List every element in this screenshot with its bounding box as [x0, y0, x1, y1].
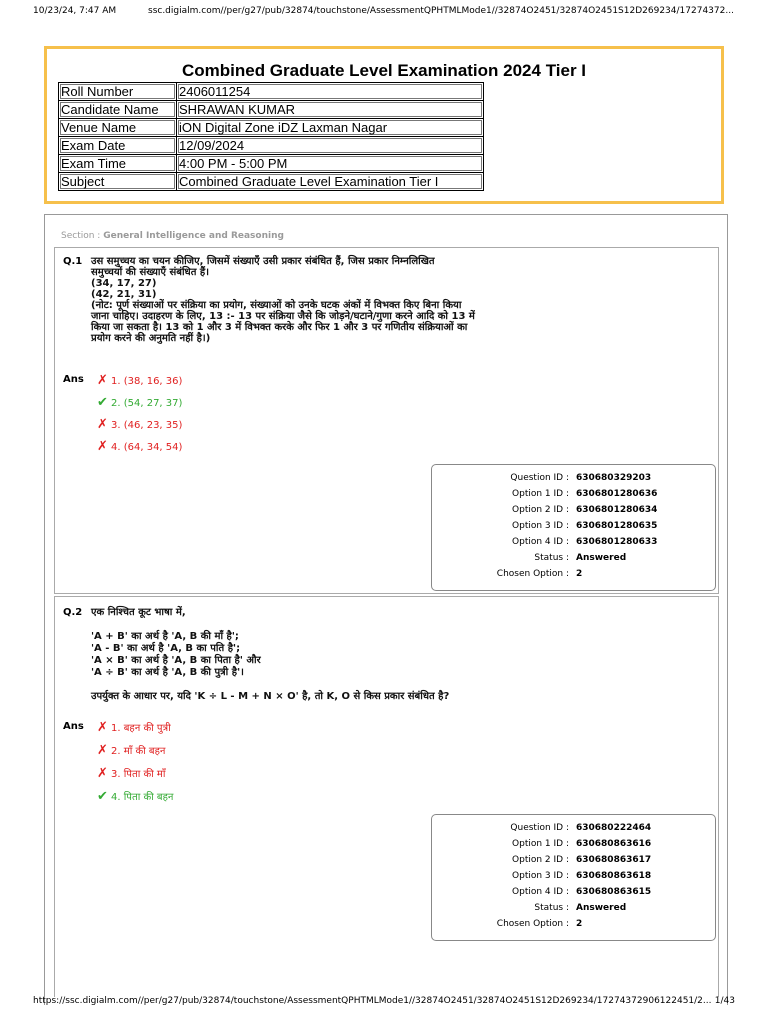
meta-row: [432, 855, 715, 871]
question-text: [91, 256, 475, 344]
question-line: प्रयोग करने की अनुमति नहीं है।): [91, 333, 211, 344]
check-icon: ✔: [97, 395, 108, 410]
question-line: (34, 17, 27): [91, 278, 157, 289]
question-line: [91, 619, 449, 631]
cross-icon: ✗: [97, 720, 108, 735]
meta-value: 630680329203: [576, 473, 652, 483]
print-datetime: 10/23/24, 7:47 AM: [33, 6, 117, 16]
meta-row: [432, 505, 715, 521]
footer-url: https://ssc.digialm.com//per/g27/pub/32874/touchstone/AssessmentQPHTMLMode1//32874O2451/32874O2451S12D269234/17274372906122451/2...: [33, 996, 712, 1006]
info-row: [59, 83, 484, 101]
meta-row: [432, 903, 715, 919]
meta-value: Answered: [576, 903, 627, 913]
meta-row: [432, 569, 715, 585]
question-line: जाना चाहिए। उदाहरण के लिए, 13 :- 13 पर संक्रिया जैसे कि जोड़ने/घटाने/गुणा करने आदि को 13 में: [91, 311, 475, 322]
question-meta-box: [431, 464, 716, 591]
info-key: Venue Name: [59, 119, 177, 137]
meta-row: [432, 919, 715, 935]
option-item: [97, 720, 171, 735]
question-line: 'A ÷ B' का अर्थ है 'A, B की पुत्री है'।: [91, 667, 244, 678]
meta-row: [432, 823, 715, 839]
question-line: किया जा सकता है। 13 को 1 और 3 में विभक्त करके और फिर 1 और 3 पर गणितीय संक्रियाओं का: [91, 322, 468, 333]
meta-key: Status :: [534, 903, 569, 913]
info-key: Exam Time: [59, 155, 177, 173]
meta-key: Option 2 ID :: [512, 505, 569, 515]
question-line: 'A - B' का अर्थ है 'A, B का पति है';: [91, 643, 241, 654]
question-line: 'A × B' का अर्थ है 'A, B का पिता है' और: [91, 655, 261, 666]
option-item: [97, 395, 182, 410]
meta-row: [432, 521, 715, 537]
exam-title: Combined Graduate Level Examination 2024 Tier I: [181, 61, 587, 80]
meta-key: Option 2 ID :: [512, 855, 569, 865]
meta-row: [432, 553, 715, 569]
question-block: [54, 247, 719, 594]
cross-icon: ✗: [97, 766, 108, 781]
meta-key: Chosen Option :: [496, 919, 569, 929]
meta-value: 6306801280634: [576, 505, 658, 515]
info-key: Roll Number: [59, 83, 177, 101]
question-number: Q.2: [63, 607, 83, 618]
option-text: 3. पिता की माँ: [111, 769, 166, 780]
info-value: 4:00 PM - 5:00 PM: [177, 155, 484, 173]
question-number: Q.1: [63, 256, 83, 267]
question-line: उपर्युक्त के आधार पर, यदि 'K ÷ L - M + N × O' है, तो K, O से किस प्रकार संबंधित है?: [91, 691, 450, 702]
meta-row: [432, 473, 715, 489]
ans-label: Ans: [63, 721, 84, 732]
meta-row: [432, 887, 715, 903]
option-text: 1. (38, 16, 36): [111, 376, 183, 387]
info-value: iON Digital Zone iDZ Laxman Nagar: [177, 119, 484, 137]
info-key: Subject: [59, 173, 177, 191]
question-text: [91, 607, 449, 703]
question-line: समुच्चयों की संख्याएँ संबंधित हैं।: [91, 267, 209, 278]
option-text: 4. (64, 34, 54): [111, 442, 183, 453]
option-text: 3. (46, 23, 35): [111, 420, 183, 431]
meta-key: Question ID :: [510, 473, 569, 483]
cross-icon: ✗: [97, 373, 108, 388]
check-icon: ✔: [97, 789, 108, 804]
meta-row: [432, 537, 715, 553]
question-line: 'A + B' का अर्थ है 'A, B की माँ है';: [91, 631, 239, 642]
info-value: 2406011254: [177, 83, 484, 101]
meta-value: 630680863615: [576, 887, 652, 897]
meta-value: 6306801280636: [576, 489, 658, 499]
question-meta-box: [431, 814, 716, 941]
option-text: 2. माँ की बहन: [111, 746, 166, 757]
question-line: (नोट: पूर्ण संख्याओं पर संक्रिया का प्रयोग, संख्याओं को उनके घटक अंकों में विभक्त किए बिना किया: [91, 300, 462, 311]
option-item: [97, 789, 173, 804]
meta-value: 6306801280635: [576, 521, 658, 531]
option-text: 1. बहन की पुत्री: [111, 723, 171, 734]
info-row: [59, 119, 484, 137]
print-header: [0, 6, 768, 20]
option-text: 4. पिता की बहन: [111, 792, 174, 803]
meta-value: Answered: [576, 553, 627, 563]
question-paper-frame: [44, 214, 728, 1005]
meta-key: Option 3 ID :: [512, 871, 569, 881]
candidate-info-box: [44, 46, 724, 204]
meta-value: 630680863617: [576, 855, 652, 865]
meta-key: Option 4 ID :: [512, 887, 569, 897]
meta-row: [432, 489, 715, 505]
option-item: [97, 417, 182, 432]
option-item: [97, 373, 182, 388]
candidate-info-table: [58, 82, 484, 191]
question-line: (42, 21, 31): [91, 289, 157, 300]
meta-value: 630680863616: [576, 839, 652, 849]
question-line: एक निश्चित कूट भाषा में,: [91, 607, 186, 618]
section-label: [61, 231, 284, 241]
info-row: [59, 173, 484, 191]
info-value: Combined Graduate Level Examination Tier I: [177, 173, 484, 191]
option-text: 2. (54, 27, 37): [111, 398, 183, 409]
info-value: SHRAWAN KUMAR: [177, 101, 484, 119]
info-key: Candidate Name: [59, 101, 177, 119]
question-line: [91, 679, 449, 691]
section-prefix: Section :: [61, 231, 101, 241]
info-value: 12/09/2024: [177, 137, 484, 155]
meta-key: Option 1 ID :: [512, 839, 569, 849]
cross-icon: ✗: [97, 417, 108, 432]
section-name: General Intelligence and Reasoning: [103, 231, 284, 241]
meta-value: 2: [576, 569, 583, 579]
info-row: [59, 155, 484, 173]
info-row: [59, 137, 484, 155]
option-item: [97, 439, 182, 454]
print-footer: [0, 996, 768, 1010]
meta-key: Option 4 ID :: [512, 537, 569, 547]
meta-key: Question ID :: [510, 823, 569, 833]
meta-value: 6306801280633: [576, 537, 658, 547]
page-number: 1/43: [714, 996, 735, 1006]
ans-label: Ans: [63, 374, 84, 385]
cross-icon: ✗: [97, 743, 108, 758]
info-key: Exam Date: [59, 137, 177, 155]
option-item: [97, 766, 165, 781]
meta-key: Status :: [534, 553, 569, 563]
meta-value: 630680863618: [576, 871, 652, 881]
meta-key: Chosen Option :: [496, 569, 569, 579]
print-url: ssc.digialm.com//per/g27/pub/32874/touchstone/AssessmentQPHTMLMode1//32874O2451/32874O2451S12D269234/17274372...: [148, 6, 734, 16]
meta-key: Option 1 ID :: [512, 489, 569, 499]
question-block: [54, 596, 719, 997]
meta-row: [432, 871, 715, 887]
meta-value: 2: [576, 919, 583, 929]
meta-row: [432, 839, 715, 855]
info-row: [59, 101, 484, 119]
meta-key: Option 3 ID :: [512, 521, 569, 531]
cross-icon: ✗: [97, 439, 108, 454]
meta-value: 630680222464: [576, 823, 652, 833]
question-line: उस समुच्चय का चयन कीजिए, जिसमें संख्याएँ उसी प्रकार संबंधित हैं, जिस प्रकार निम्नलिखित: [91, 256, 435, 267]
option-item: [97, 743, 166, 758]
